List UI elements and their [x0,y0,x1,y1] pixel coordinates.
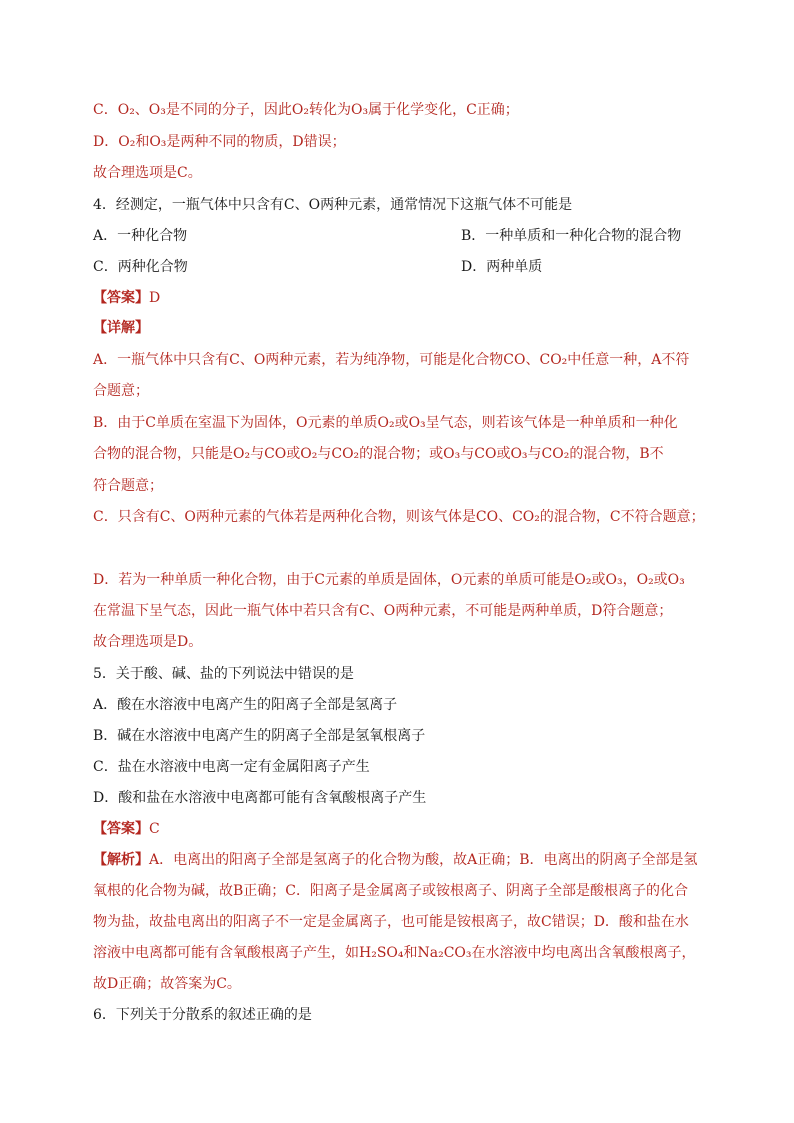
detail-line: B．由于C单质在室温下为固体，O元素的单质O₂或O₃呈气态，则若该气体是一种单质和一种化 [93,415,678,431]
answer-value: D [149,290,161,306]
solution-line-c: C．O₂、O₃是不同的分子，因此O₂转化为O₃属于化学变化，C正确； [93,102,519,118]
detail-line: 合物的混合物，只能是O₂与CO或O₂与CO₂的混合物；或O₃与CO或O₃与CO₂的混合物，B不 [93,446,664,462]
option-d: D．两种单质 [461,259,543,275]
solution-conclusion: 故合理选项是C。 [93,165,202,181]
question-6: 6．下列关于分散系的叙述正确的是 [93,1007,312,1023]
analysis-line: 物为盐，故盐电离出的阳离子不一定是金属离子，也可能是铵根离子，故C错误；D．酸和盐在水 [93,914,689,930]
option-a: A．酸在水溶液中电离产生的阳离子全部是氢离子 [93,697,398,713]
option-c: C．两种化合物 [93,259,188,275]
detail-line: 符合题意； [93,478,163,494]
analysis-label: 【解析】 [93,852,149,868]
solution-line-d: D．O₂和O₃是两种不同的物质，D错误； [93,134,346,150]
detail-label: 【详解】 [93,320,149,336]
option-d: D．酸和盐在水溶液中电离都可能有含氧酸根离子产生 [93,790,427,806]
answer-4 [93,288,703,308]
analysis-line: 溶液中电离都可能有含氧酸根离子产生，如H₂SO₄和Na₂CO₃在水溶液中均电离出含氧酸根离子， [93,945,696,961]
answer-5 [93,819,703,839]
analysis-text: A．电离出的阳离子全部是氢离子的化合物为酸，故A正确；B．电离出的阴离子全部是氢 [149,852,698,868]
analysis-line: 氧根的化合物为碱，故B正确；C．阳离子是金属离子或铵根离子、阴离子全部是酸根离子的化合 [93,883,688,899]
detail-heading [93,318,703,338]
analysis-line [93,850,703,870]
option-b: B．碱在水溶液中电离产生的阴离子全部是氢氧根离子 [93,728,426,744]
detail-line: 在常温下呈气态，因此一瓶气体中若只含有C、O两种元素，不可能是两种单质，D符合题意； [93,603,673,619]
answer-label: 【答案】 [93,290,149,306]
question-5: 5．关于酸、碱、盐的下列说法中错误的是 [93,666,354,682]
detail-line: A．一瓶气体中只含有C、O两种元素，若为纯净物，可能是化合物CO、CO₂中任意一种，A不符 [93,352,690,368]
detail-line: D．若为一种单质一种化合物，由于C元素的单质是固体，O元素的单质可能是O₂或O₃，O₂或O₃ [93,572,685,588]
option-c: C．盐在水溶液中电离一定有金属阳离子产生 [93,759,370,775]
detail-line: C．只含有C、O两种元素的气体若是两种化合物，则该气体是CO、CO₂的混合物，C不符合题意； [93,509,705,525]
option-a: A．一种化合物 [93,228,188,244]
detail-line: 合题意； [93,383,149,399]
detail-conclusion: 故合理选项是D。 [93,634,203,650]
question-4-options-row2 [93,257,703,277]
question-4: 4．经测定，一瓶气体中只含有C、O两种元素，通常情况下这瓶气体不可能是 [93,197,573,213]
analysis-conclusion: 故D正确；故答案为C。 [93,976,241,992]
question-4-options-row1 [93,226,703,246]
option-b: B．一种单质和一种化合物的混合物 [461,228,682,244]
answer-label: 【答案】 [93,821,149,837]
answer-value: C [149,821,160,837]
